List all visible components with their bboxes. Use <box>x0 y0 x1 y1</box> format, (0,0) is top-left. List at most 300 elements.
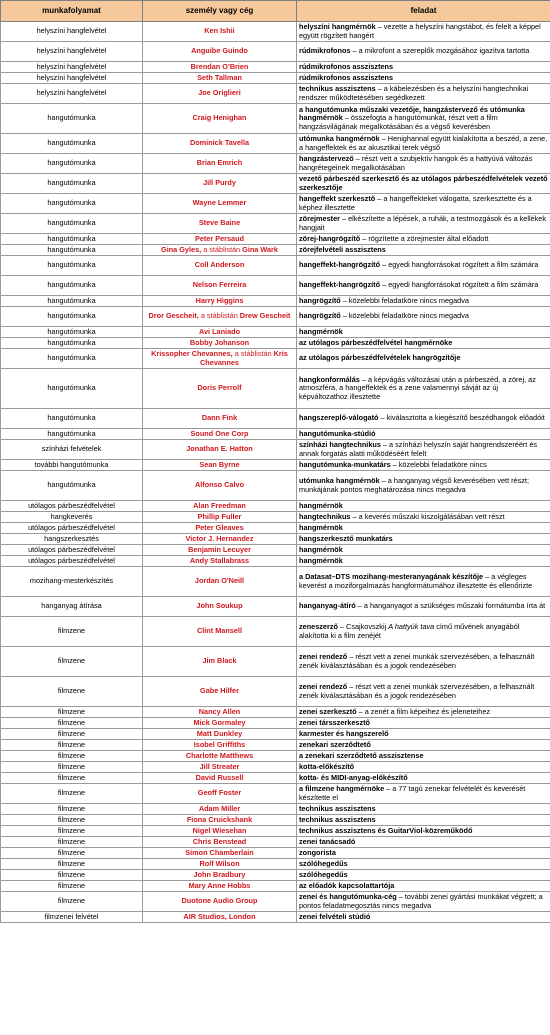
cell-feladat <box>297 73 550 84</box>
table-row <box>1 523 550 534</box>
cell-szemely-vagy-ceg <box>143 84 297 104</box>
table-row <box>1 22 550 42</box>
role-segment: – részt vett a zenei munkák szervezésében, a felhasznált zenék kiválasztásában és a jogok rendezésében <box>299 652 535 670</box>
role-segment: – Henighannal együtt kialakította a beszéd, a zene, a hangeffektek és az akusztikai terek végső <box>299 134 548 152</box>
cell-feladat <box>297 327 550 338</box>
table-row <box>1 597 550 617</box>
table-row <box>1 73 550 84</box>
cell-feladat <box>297 471 550 501</box>
cell-szemely-vagy-ceg <box>143 338 297 349</box>
cell-szemely-vagy-ceg <box>143 104 297 134</box>
cell-munkafolyamat: filmzene <box>1 617 143 647</box>
name-segment: Adam Miller <box>198 803 241 813</box>
role-segment: – egyedi hangforrásokat rögzített a film számára <box>382 260 539 270</box>
cell-munkafolyamat: utólagos párbeszédfelvétel <box>1 501 143 512</box>
role-segment: hangutómunka-stúdió <box>299 428 376 438</box>
cell-feladat <box>297 296 550 307</box>
table-row <box>1 369 550 409</box>
cell-feladat <box>297 104 550 134</box>
cell-szemely-vagy-ceg <box>143 912 297 923</box>
role-segment: hangrögzítő <box>299 295 341 305</box>
cell-feladat <box>297 338 550 349</box>
name-segment: Anguibe Guindo <box>191 46 248 56</box>
table-row <box>1 784 550 804</box>
cell-munkafolyamat: filmzene <box>1 773 143 784</box>
role-segment: a zenekari szerződtető asszisztense <box>299 750 424 760</box>
role-segment: hangeffekt-hangrögzítő <box>299 280 381 290</box>
cell-feladat <box>297 307 550 327</box>
name-segment: Matt Dunkley <box>196 728 243 738</box>
role-segment: – Csajkovszkij <box>339 622 389 632</box>
name-segment: Duotone Audio Group <box>181 896 258 906</box>
cell-feladat <box>297 154 550 174</box>
table-row <box>1 134 550 154</box>
table-row <box>1 751 550 762</box>
table-row <box>1 729 550 740</box>
table-row <box>1 276 550 296</box>
name-segment: Alan Freedman <box>193 500 246 510</box>
cell-feladat <box>297 804 550 815</box>
cell-munkafolyamat: filmzene <box>1 718 143 729</box>
cell-feladat <box>297 762 550 773</box>
role-segment: helyszíni hangmérnök <box>299 22 376 32</box>
role-segment: utómunka hangmérnök <box>299 134 380 144</box>
name-segment: Krissopher Chevannes, <box>151 349 233 359</box>
cell-szemely-vagy-ceg <box>143 762 297 773</box>
role-segment: című művének anyagából alakította ki a film zenéjét <box>299 622 520 640</box>
cell-munkafolyamat: filmzene <box>1 751 143 762</box>
name-segment: Jill Purdy <box>203 178 236 188</box>
cell-munkafolyamat: utólagos párbeszédfelvétel <box>1 556 143 567</box>
name-segment: Joe Origlieri <box>198 88 241 98</box>
role-segment: – a kábelezésben és a helyszíni hangtechnikai rendszer működtetésében segédkezett <box>299 84 529 102</box>
cell-munkafolyamat: hangutómunka <box>1 327 143 338</box>
cell-szemely-vagy-ceg <box>143 718 297 729</box>
name-segment: Coll Anderson <box>194 260 245 270</box>
table-row <box>1 440 550 460</box>
role-segment: – a mikrofont a szereplők mozgásához igazítva tartotta <box>352 46 530 56</box>
name-segment: Ken Ishii <box>204 26 235 36</box>
role-segment: hangmérnök <box>299 544 343 554</box>
cell-feladat <box>297 276 550 296</box>
table-row <box>1 154 550 174</box>
role-segment: szólóhegedűs <box>299 869 348 879</box>
role-segment: zeneszerző <box>299 622 338 632</box>
table-row <box>1 534 550 545</box>
name-segment: Benjamin Lecuyer <box>188 544 251 554</box>
role-segment: hangkonformálás <box>299 374 360 384</box>
table-row <box>1 42 550 62</box>
table-row <box>1 512 550 523</box>
name-segment: Simon Chamberlain <box>185 847 254 857</box>
cell-szemely-vagy-ceg <box>143 859 297 870</box>
table-row <box>1 214 550 234</box>
table-row <box>1 409 550 429</box>
role-segment: zongorista <box>299 847 336 857</box>
name-segment: a stáblistán <box>198 311 240 321</box>
role-segment: zenei szerkesztő <box>299 706 357 716</box>
cell-munkafolyamat: helyszíni hangfelvétel <box>1 84 143 104</box>
table-row <box>1 556 550 567</box>
cell-szemely-vagy-ceg <box>143 556 297 567</box>
role-segment: – részt vett a zenei munkák szervezésében, a felhasznált zenék kiválasztásában és a jogok rendezésében <box>299 682 535 700</box>
name-segment: Phillip Fuller <box>197 511 242 521</box>
cell-munkafolyamat: hangutómunka <box>1 409 143 429</box>
cell-szemely-vagy-ceg <box>143 327 297 338</box>
role-segment: színházi hangtechnikus <box>299 440 381 450</box>
header-feladat: feladat <box>297 1 550 22</box>
table-row <box>1 245 550 256</box>
role-segment: hangeffekt szerkesztő <box>299 194 376 204</box>
table-row <box>1 859 550 870</box>
cell-feladat <box>297 134 550 154</box>
table-row <box>1 892 550 912</box>
cell-feladat <box>297 440 550 460</box>
cell-szemely-vagy-ceg <box>143 174 297 194</box>
name-segment: Craig Henighan <box>192 113 247 123</box>
cell-feladat <box>297 881 550 892</box>
table-row <box>1 104 550 134</box>
table-row <box>1 617 550 647</box>
cell-munkafolyamat: hangutómunka <box>1 256 143 276</box>
name-segment: Mary Anne Hobbs <box>188 880 251 890</box>
cell-feladat <box>297 647 550 677</box>
name-segment: Seth Tallman <box>197 72 242 82</box>
cell-szemely-vagy-ceg <box>143 837 297 848</box>
cell-feladat <box>297 545 550 556</box>
name-segment: Peter Persaud <box>194 233 245 243</box>
role-segment: A hattyúk tava <box>388 622 435 632</box>
header-munkafolyamat: munkafolyamat <box>1 1 143 22</box>
name-segment: Peter Gleaves <box>195 522 244 532</box>
table-row <box>1 773 550 784</box>
cell-feladat <box>297 815 550 826</box>
table-row <box>1 567 550 597</box>
cell-szemely-vagy-ceg <box>143 892 297 912</box>
table-row <box>1 718 550 729</box>
role-segment: rúdmikrofonos asszisztens <box>299 61 394 71</box>
role-segment: – közelebbi feladatköre nincs megadva <box>342 311 469 321</box>
cell-munkafolyamat: filmzene <box>1 729 143 740</box>
cell-szemely-vagy-ceg <box>143 214 297 234</box>
cell-feladat <box>297 429 550 440</box>
cell-feladat <box>297 837 550 848</box>
table-row <box>1 501 550 512</box>
cell-szemely-vagy-ceg <box>143 617 297 647</box>
cell-feladat <box>297 512 550 523</box>
table-row <box>1 460 550 471</box>
name-segment: Nigel Wiesehan <box>192 825 247 835</box>
role-segment: zenei tanácsadó <box>299 836 356 846</box>
cell-feladat <box>297 501 550 512</box>
cell-szemely-vagy-ceg <box>143 597 297 617</box>
role-segment: utómunka hangmérnök <box>299 476 380 486</box>
cell-feladat <box>297 597 550 617</box>
cell-szemely-vagy-ceg <box>143 245 297 256</box>
name-segment: Avi Laniado <box>198 326 241 336</box>
cell-munkafolyamat: hanganyag átírása <box>1 597 143 617</box>
name-segment: Jim Black <box>202 656 237 666</box>
role-segment: – a keverés műszaki kiszolgálásában vett részt <box>352 511 505 521</box>
cell-feladat <box>297 677 550 707</box>
table-row <box>1 327 550 338</box>
name-segment: Drew Gescheit <box>239 311 291 321</box>
role-segment: – közelebbi feladatköre nincs <box>392 459 487 469</box>
role-segment: zörejmester <box>299 214 340 224</box>
cell-feladat <box>297 214 550 234</box>
cell-feladat <box>297 870 550 881</box>
cell-szemely-vagy-ceg <box>143 707 297 718</box>
role-segment: technikus asszisztens <box>299 814 376 824</box>
cell-szemely-vagy-ceg <box>143 773 297 784</box>
role-segment: – összefogta a hangutómunkát, részt vett a film hangzásvilágának megalkotásában és a végső keverésben <box>299 113 498 131</box>
cell-szemely-vagy-ceg <box>143 740 297 751</box>
table-row <box>1 707 550 718</box>
cell-szemely-vagy-ceg <box>143 848 297 859</box>
table-row <box>1 870 550 881</box>
cell-feladat <box>297 256 550 276</box>
role-segment: hangmérnök <box>299 555 343 565</box>
role-segment: – a hangeffekteket válogatta, szerkesztette és a képhez illesztette <box>299 194 532 212</box>
cell-szemely-vagy-ceg <box>143 460 297 471</box>
cell-szemely-vagy-ceg <box>143 567 297 597</box>
cell-munkafolyamat: filmzene <box>1 647 143 677</box>
cell-szemely-vagy-ceg <box>143 804 297 815</box>
cell-szemely-vagy-ceg <box>143 234 297 245</box>
table-body <box>1 22 550 923</box>
role-segment: hangmérnök <box>299 500 343 510</box>
cell-munkafolyamat: hangutómunka <box>1 338 143 349</box>
name-segment: Chris Benstead <box>192 836 247 846</box>
name-segment: John Soukup <box>196 601 243 611</box>
cell-feladat <box>297 349 550 369</box>
role-segment: hanganyag-átíró <box>299 601 356 611</box>
cell-feladat <box>297 409 550 429</box>
role-segment: hangzástervező <box>299 154 354 164</box>
name-segment: Victor J. Hernandez <box>185 533 254 543</box>
cell-munkafolyamat: filmzenei felvétel <box>1 912 143 923</box>
name-segment: David Russell <box>195 772 244 782</box>
header-row <box>1 1 550 22</box>
table-row <box>1 62 550 73</box>
role-segment: zenei társszerkesztő <box>299 717 370 727</box>
role-segment: hangszerkesztő munkatárs <box>299 533 393 543</box>
role-segment: karmester és hangszerelő <box>299 728 389 738</box>
table-row <box>1 307 550 327</box>
cell-munkafolyamat: hangutómunka <box>1 349 143 369</box>
cell-feladat <box>297 729 550 740</box>
role-segment: zenekari szerződtető <box>299 739 371 749</box>
role-segment: rúdmikrofonos asszisztens <box>299 72 394 82</box>
name-segment: Harry Higgins <box>195 295 244 305</box>
cell-szemely-vagy-ceg <box>143 512 297 523</box>
name-segment: Gina Wark <box>242 244 278 254</box>
cell-munkafolyamat: mozihang-mesterkészítés <box>1 567 143 597</box>
cell-munkafolyamat: helyszíni hangfelvétel <box>1 42 143 62</box>
role-segment: hangutómunka-munkatárs <box>299 459 391 469</box>
cell-szemely-vagy-ceg <box>143 729 297 740</box>
role-segment: – vezette a helyszíni hangstábot, és felelt a képpel együtt rögzített hangért <box>299 22 541 40</box>
table-row <box>1 762 550 773</box>
name-segment: a stáblistán <box>201 244 243 254</box>
role-segment: – a színházi helyszín saját hangrendszeréért és annak forgatás alatti működéséért felelt <box>299 440 538 458</box>
role-segment: a hangutómunka műszaki vezetője, hangzástervező és utómunka hangmérnök <box>299 104 525 123</box>
cell-munkafolyamat: további hangutómunka <box>1 460 143 471</box>
name-segment: Wayne Lemmer <box>192 198 247 208</box>
table-row <box>1 84 550 104</box>
cell-munkafolyamat: hangutómunka <box>1 369 143 409</box>
cell-munkafolyamat: hangutómunka <box>1 471 143 501</box>
cell-munkafolyamat: filmzene <box>1 740 143 751</box>
cell-munkafolyamat: filmzene <box>1 859 143 870</box>
name-segment: Geoff Foster <box>197 788 242 798</box>
role-segment: hangszereplő-válogató <box>299 413 379 423</box>
cell-szemely-vagy-ceg <box>143 471 297 501</box>
table-row <box>1 826 550 837</box>
cell-munkafolyamat: hangutómunka <box>1 276 143 296</box>
role-segment: – a végleges keverést a moziforgalmazás hangformátumához illesztette és ellenőrizte <box>299 572 533 590</box>
cell-szemely-vagy-ceg <box>143 154 297 174</box>
cell-feladat <box>297 174 550 194</box>
role-segment: – rögzítette a zörejmester által előadott <box>362 233 489 243</box>
name-segment: Nelson Ferreira <box>192 280 247 290</box>
cell-munkafolyamat: hangutómunka <box>1 245 143 256</box>
role-segment: zörej-hangrögzítő <box>299 233 361 243</box>
cell-feladat <box>297 194 550 214</box>
table-row <box>1 848 550 859</box>
cell-munkafolyamat: filmzene <box>1 784 143 804</box>
role-segment: – közelebbi feladatköre nincs megadva <box>342 295 469 305</box>
role-segment: – a zenét a film képeihez és jeleneteihez <box>358 706 491 716</box>
cell-munkafolyamat: hangutómunka <box>1 154 143 174</box>
role-segment: vezető párbeszéd szerkesztő és az utólagos párbeszédfelvételek vezető szerkesztője <box>299 174 548 192</box>
cell-feladat <box>297 740 550 751</box>
name-segment: Sound One Corp <box>190 428 249 438</box>
table-row <box>1 349 550 369</box>
role-segment: hangtechnikus <box>299 511 351 521</box>
cell-feladat <box>297 460 550 471</box>
name-segment: Mick Gormaley <box>193 717 246 727</box>
cell-munkafolyamat: filmzene <box>1 892 143 912</box>
cell-feladat <box>297 369 550 409</box>
cell-szemely-vagy-ceg <box>143 22 297 42</box>
name-segment: AIR Studios, London <box>183 911 256 921</box>
cell-feladat <box>297 784 550 804</box>
cell-feladat <box>297 912 550 923</box>
cell-munkafolyamat: helyszíni hangfelvétel <box>1 62 143 73</box>
cell-feladat <box>297 556 550 567</box>
name-segment: Jonathan E. Hatton <box>186 444 253 454</box>
role-segment: kotta- és MIDI-anyag-előkészítő <box>299 772 408 782</box>
cell-munkafolyamat: színházi felvételek <box>1 440 143 460</box>
role-segment: – a hanganyagot a szükséges műszaki formátumba írta át <box>357 601 546 611</box>
table-row <box>1 234 550 245</box>
cell-munkafolyamat: hangutómunka <box>1 429 143 440</box>
role-segment: – további zenei gyártási munkákat végzett; a pontos feladatmegosztás nincs megadva <box>299 892 543 910</box>
cell-szemely-vagy-ceg <box>143 429 297 440</box>
name-segment: Dann Fink <box>201 413 238 423</box>
cell-szemely-vagy-ceg <box>143 870 297 881</box>
cell-munkafolyamat: hangutómunka <box>1 194 143 214</box>
cell-feladat <box>297 234 550 245</box>
cell-feladat <box>297 567 550 597</box>
role-segment: hangeffekt-hangrögzítő <box>299 260 381 270</box>
cell-munkafolyamat: filmzene <box>1 762 143 773</box>
cell-szemely-vagy-ceg <box>143 256 297 276</box>
name-segment: Brian Emrich <box>196 158 243 168</box>
cell-szemely-vagy-ceg <box>143 826 297 837</box>
name-segment: Jill Streater <box>199 761 240 771</box>
cell-szemely-vagy-ceg <box>143 42 297 62</box>
cell-szemely-vagy-ceg <box>143 881 297 892</box>
cell-feladat <box>297 751 550 762</box>
cell-szemely-vagy-ceg <box>143 647 297 677</box>
cell-szemely-vagy-ceg <box>143 62 297 73</box>
role-segment: zenei rendező <box>299 682 348 692</box>
role-segment: kotta-előkészítő <box>299 761 355 771</box>
cell-szemely-vagy-ceg <box>143 73 297 84</box>
cell-feladat <box>297 718 550 729</box>
role-segment: hangmérnök <box>299 326 343 336</box>
name-segment: Steve Baine <box>198 218 241 228</box>
cell-munkafolyamat: hangszerkesztés <box>1 534 143 545</box>
role-segment: – elkészítette a lépések, a ruhák, a testmozgások és a kellékek hangjait <box>299 214 547 232</box>
cell-szemely-vagy-ceg <box>143 307 297 327</box>
cell-szemely-vagy-ceg <box>143 534 297 545</box>
table-row <box>1 912 550 923</box>
cell-munkafolyamat: hangutómunka <box>1 307 143 327</box>
table-row <box>1 545 550 556</box>
table-row <box>1 471 550 501</box>
cell-szemely-vagy-ceg <box>143 134 297 154</box>
cell-feladat <box>297 859 550 870</box>
role-segment: – egyedi hangforrásokat rögzített a film számára <box>382 280 539 290</box>
header-szemely-vagy-ceg: személy vagy cég <box>143 1 297 22</box>
table-row <box>1 174 550 194</box>
table-row <box>1 837 550 848</box>
table-row <box>1 804 550 815</box>
cell-munkafolyamat: hangutómunka <box>1 134 143 154</box>
name-segment: Doris Perrolf <box>197 383 242 393</box>
cell-feladat <box>297 848 550 859</box>
name-segment: Gabe Hilfer <box>200 686 239 696</box>
name-segment: Charlotte Matthews <box>185 750 254 760</box>
table-row <box>1 194 550 214</box>
cell-szemely-vagy-ceg <box>143 751 297 762</box>
cell-munkafolyamat: filmzene <box>1 837 143 848</box>
cell-munkafolyamat: filmzene <box>1 707 143 718</box>
name-segment: Clint Mansell <box>196 626 242 636</box>
name-segment: Dominick Tavella <box>189 138 250 148</box>
table-row <box>1 740 550 751</box>
role-segment: – a képvágás változásai után a párbeszéd, a zörej, az atmoszféra, a hangeffektek és a zene valamennyi sávját az új képváltozathoz illesztette <box>299 374 536 401</box>
cell-szemely-vagy-ceg <box>143 523 297 534</box>
role-segment: technikus asszisztens <box>299 84 376 94</box>
role-segment: – a 77 tagú zenekar felvételét és keverését készítette el <box>299 784 526 802</box>
name-segment: Jordan O'Neill <box>194 576 245 586</box>
role-segment: az előadók kapcsolattartója <box>299 880 395 890</box>
cell-szemely-vagy-ceg <box>143 501 297 512</box>
cell-munkafolyamat: filmzene <box>1 881 143 892</box>
cell-szemely-vagy-ceg <box>143 349 297 369</box>
cell-feladat <box>297 22 550 42</box>
table-row <box>1 881 550 892</box>
name-segment: Brendan O'Brien <box>190 61 249 71</box>
cell-munkafolyamat: filmzene <box>1 677 143 707</box>
cell-munkafolyamat: filmzene <box>1 870 143 881</box>
name-segment: John Bradbury <box>193 869 246 879</box>
table-row <box>1 677 550 707</box>
